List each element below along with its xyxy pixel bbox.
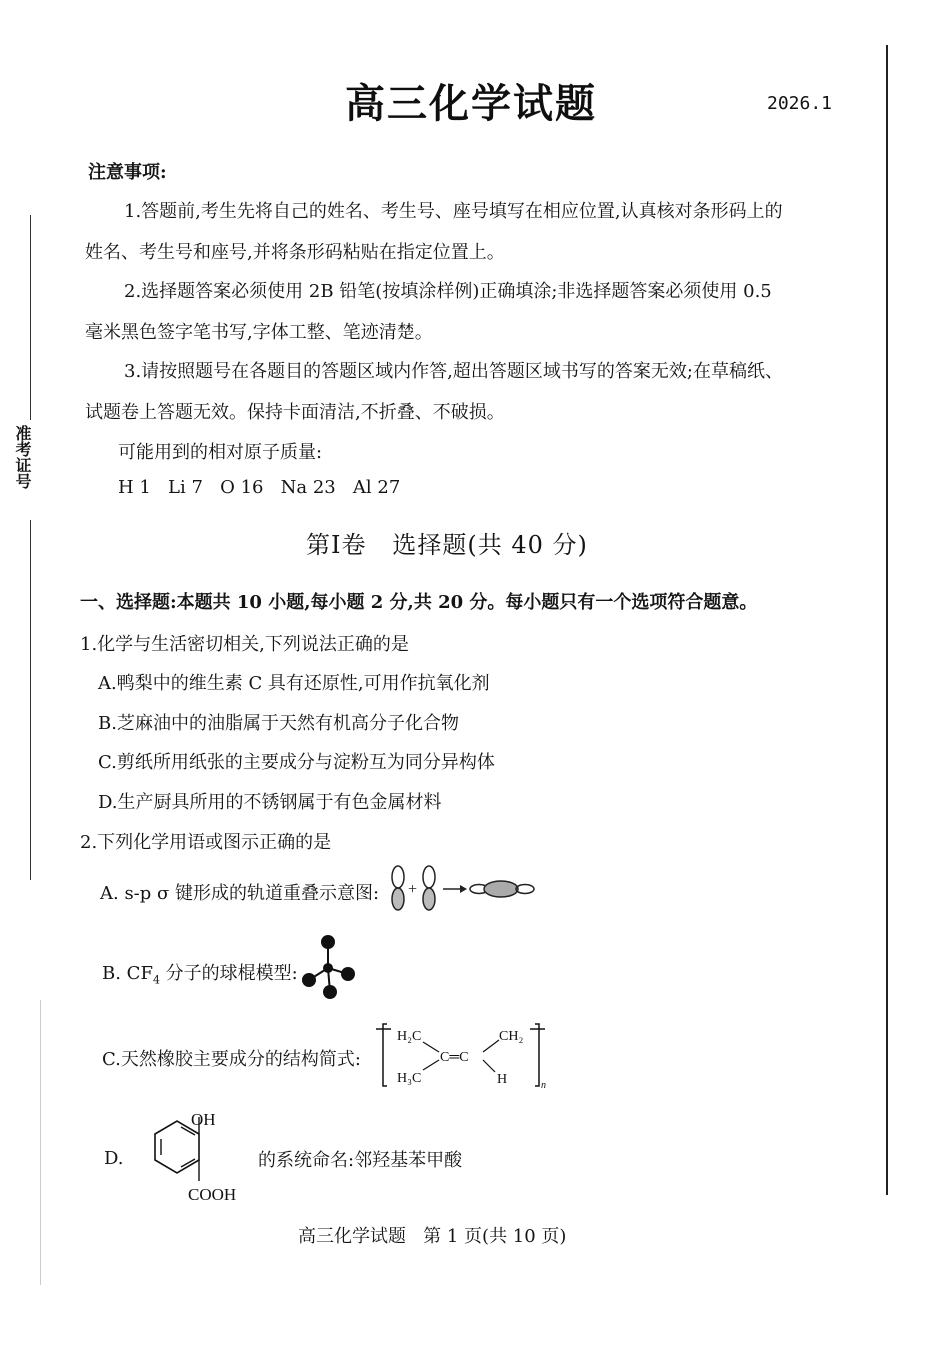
bond-line (423, 1060, 439, 1070)
question-1-stem: 1.化学与生活密切相关,下列说法正确的是 (80, 634, 409, 655)
double-bond-label: C═C (440, 1050, 469, 1065)
p-orbital-2 (423, 866, 435, 910)
salicylic-acid-structure (125, 1103, 265, 1208)
plus-sign: + (408, 881, 418, 898)
orbital-overlap-diagram (388, 864, 538, 914)
question-2-option-d-text: 的系统命名:邻羟基苯甲酸 (258, 1150, 463, 1171)
ch2-label: CH₂ (499, 1029, 524, 1044)
h-label: H (497, 1072, 508, 1087)
page-title: 高三化学试题 (345, 80, 597, 127)
page-footer: 高三化学试题 第 1 页(共 10 页) (298, 1226, 567, 1247)
right-bracket (535, 1024, 539, 1086)
section-title: 第Ⅰ卷 选择题(共 40 分) (306, 531, 588, 559)
ball-stick-model (300, 932, 360, 1002)
fluorine-atom (321, 935, 335, 949)
question-2-option-b: B. $CF_4$ 分子的球棍模型: (102, 963, 298, 987)
atomic-mass-values: H 1 Li 7 O 16 Na 23 Al 27 (118, 477, 401, 498)
question-2-option-a: A. s-p σ 键形成的轨道重叠示意图: (100, 883, 380, 904)
admission-number-label: 准考证号 (13, 425, 32, 489)
overlap-orbital (470, 881, 534, 897)
carboxyl-label: COOH (188, 1185, 237, 1204)
notice-heading: 注意事项: (88, 162, 167, 183)
bond-line (423, 1042, 439, 1052)
notice-line: 毫米黑色签字笔书写,字体工整、笔迹清楚。 (85, 322, 433, 343)
binding-line-lower (30, 520, 31, 880)
atomic-mass-heading: 可能用到的相对原子质量: (118, 442, 323, 463)
notice-line: 2.选择题答案必须使用 2B 铅笔(按填涂样例)正确填涂;非选择题答案必须使用 0.5 (124, 281, 772, 302)
question-1-option-a: A.鸭梨中的维生素 C 具有还原性,可用作抗氧化剂 (98, 673, 490, 694)
question-2-option-d-label: D. (104, 1148, 124, 1169)
left-bracket (383, 1024, 387, 1086)
question-1-option-b: B.芝麻油中的油脂属于天然有机高分子化合物 (98, 713, 459, 734)
page-border-left (40, 1000, 41, 1285)
bond-line (483, 1060, 495, 1072)
question-2-stem: 2.下列化学用语或图示正确的是 (80, 832, 332, 853)
exam-date: 2026.1 (767, 93, 833, 114)
rubber-structure-formula (375, 1020, 550, 1092)
page-border-right (886, 45, 888, 1195)
fluorine-atom (341, 967, 355, 981)
bond-line (483, 1040, 499, 1052)
hydroxyl-label: OH (191, 1110, 216, 1129)
h3c-label: H₃C (397, 1071, 422, 1086)
question-2-option-c: C.天然橡胶主要成分的结构简式: (102, 1049, 361, 1070)
polymer-n-label: n (541, 1080, 546, 1091)
carbon-atom (323, 963, 333, 973)
fluorine-atom (302, 973, 316, 987)
binding-line-upper (30, 215, 31, 420)
notice-line: 试题卷上答题无效。保持卡面清洁,不折叠、不破损。 (85, 402, 505, 423)
h2c-label: H₂C (397, 1029, 422, 1044)
part-one-instructions: 一、选择题:本题共 10 小题,每小题 2 分,共 20 分。每小题只有一个选项符合题意。 (80, 592, 758, 613)
notice-line: 1.答题前,考生先将自己的姓名、考生号、座号填写在相应位置,认真核对条形码上的 (124, 201, 783, 222)
question-1-option-d: D.生产厨具所用的不锈钢属于有色金属材料 (98, 792, 442, 813)
fluorine-atom (323, 985, 337, 999)
notice-line: 姓名、考生号和座号,并将条形码粘贴在指定位置上。 (85, 242, 505, 263)
question-1-option-c: C.剪纸所用纸张的主要成分与淀粉互为同分异构体 (98, 752, 495, 773)
arrow-head-icon (460, 885, 467, 893)
p-orbital-1 (392, 866, 404, 910)
notice-line: 3.请按照题号在各题目的答题区域内作答,超出答题区域书写的答案无效;在草稿纸、 (124, 361, 783, 382)
